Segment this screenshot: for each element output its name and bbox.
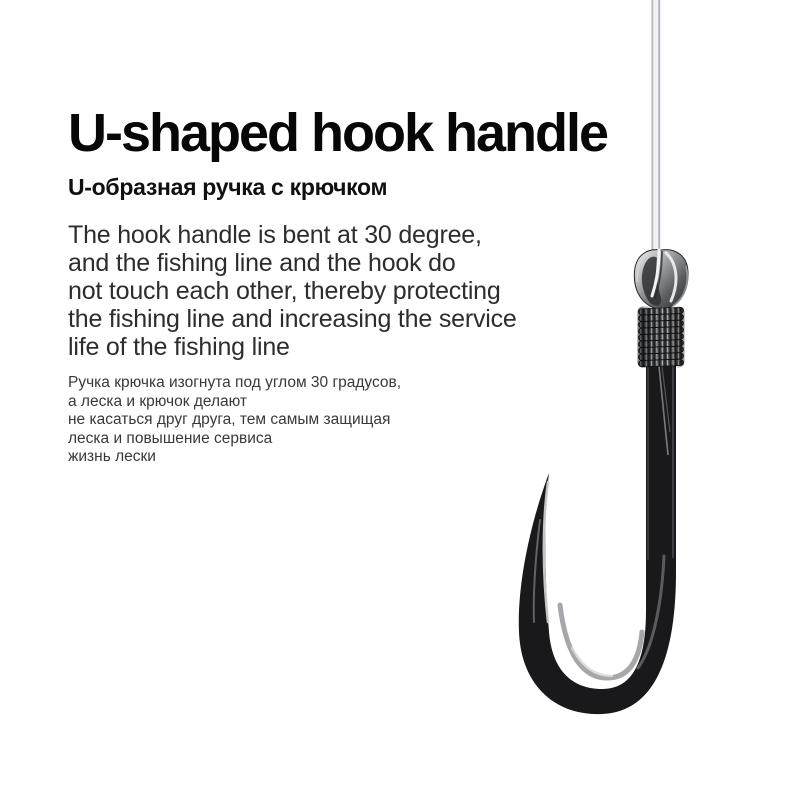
description-line: The hook handle is bent at 30 degree, [68,221,482,249]
description-line: не касаться друг друга, тем самым защищая [68,411,391,429]
line-core [653,0,658,258]
description-russian [68,374,653,467]
page-subtitle-russian: U-образная ручка с крючком [68,174,388,200]
description-english [68,221,653,361]
text-block [68,103,653,467]
description-line: life of the fishing line [68,333,290,361]
description-line: леска и повышение сервиса [68,429,273,447]
description-line: and the fishing line and the hook do [68,249,456,277]
line-tag-end [659,366,670,455]
point-highlight [534,482,548,622]
description-line: not touch each other, thereby protecting [68,277,501,305]
line-through-eye [652,250,659,296]
description-line: жизнь лески [68,448,156,466]
spade-highlight [666,253,676,301]
description-line: Ручка крючка изогнута под углом 30 градусов, [68,374,402,391]
description-line: а леска и крючок делают [68,392,248,410]
bend-highlight [560,605,642,678]
line-strand-right [658,0,660,258]
description-line: the fishing line and increasing the service [68,305,517,333]
page-title: U-shaped hook handle [68,103,608,163]
